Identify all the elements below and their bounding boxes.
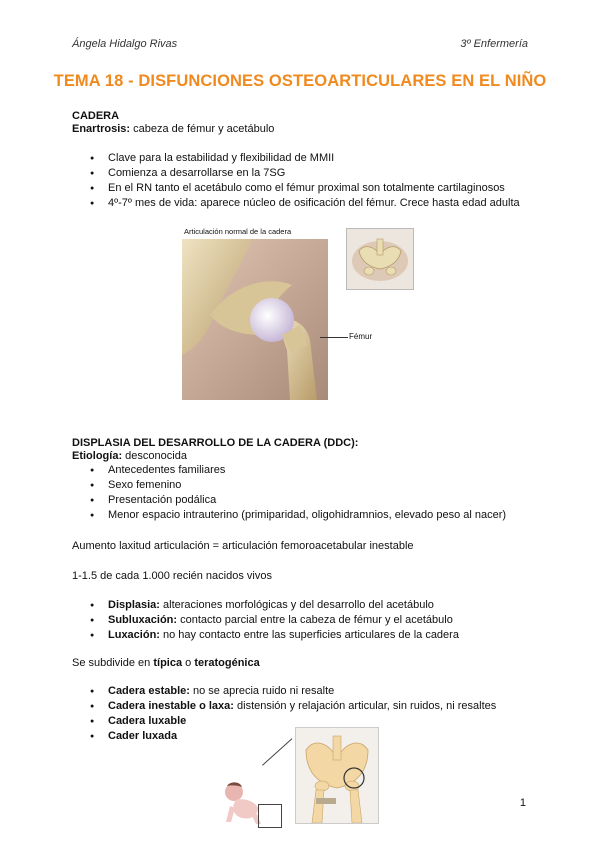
leader-line: [320, 337, 348, 338]
header-author: Ángela Hidalgo Rivas: [72, 38, 178, 50]
list-item: ● Antecedentes familiares: [90, 463, 506, 478]
pelvis-figure: [295, 727, 379, 824]
tipos-list: [90, 598, 459, 643]
clasif-text: distensión y relajación articular, sin ruidos, ni resaltes: [233, 700, 497, 712]
list-item: [90, 613, 459, 628]
list-item: ● 4º-7º mes de vida: aparece núcleo de osificación del fémur. Crece hasta edad adulta: [90, 196, 520, 211]
list-item: ● Sexo femenino: [90, 478, 506, 493]
clasif-label: Cadera inestable o laxa:: [108, 700, 234, 712]
subdivide-pre: Se subdivide en: [72, 657, 154, 669]
tipo-label: Luxación:: [108, 629, 160, 641]
clasificacion-list: [90, 684, 496, 744]
tipo-label: Subluxación:: [108, 614, 178, 626]
list-item: [90, 699, 496, 714]
list-item: ● Clave para la estabilidad y flexibilidad de MMII: [90, 151, 520, 166]
clasif-label: Cadera luxable: [108, 715, 187, 727]
cadera-bullet-list: [90, 151, 520, 211]
subdivide-mid: o: [182, 657, 195, 669]
list-item: ● Comienza a desarrollarse en la 7SG: [90, 166, 520, 181]
subdivide-teratogenica: teratogénica: [194, 657, 260, 669]
etiologia-label: Etiología:: [72, 450, 123, 462]
list-item: ● Menor espacio intrauterino (primiparidad, oligohidramnios, elevado peso al nacer): [90, 508, 506, 523]
clasif-label: Cadera estable:: [108, 685, 190, 697]
tipo-text: no hay contacto entre las superficies articulares de la cadera: [159, 629, 459, 641]
femur-label: Fémur: [349, 332, 373, 341]
hip-joint-illustration: [182, 225, 328, 400]
clasif-label: Cader luxada: [108, 730, 178, 742]
enartrosis-label: Enartrosis:: [72, 123, 131, 135]
laxitud-text: Aumento laxitud articulación = articulación femoroacetabular inestable: [72, 540, 414, 552]
tipo-text: alteraciones morfológicas y del desarrollo del acetábulo: [159, 599, 434, 611]
section-heading-ddc: DISPLASIA DEL DESARROLLO DE LA CADERA (DDC):: [72, 437, 359, 449]
list-item: [90, 714, 496, 729]
etiologia-text: desconocida: [122, 450, 187, 462]
figure-caption: Articulación normal de la cadera: [182, 225, 328, 239]
section-heading-cadera: CADERA: [72, 110, 120, 122]
list-item: [90, 598, 459, 613]
enartrosis-line: [72, 123, 274, 136]
baby-illustration: [222, 778, 262, 826]
list-item: [90, 684, 496, 699]
list-item: [90, 628, 459, 643]
baby-figure: [222, 778, 262, 826]
zoom-box: [258, 804, 282, 828]
clasif-text: no se aprecia ruido ni resalte: [189, 685, 335, 697]
subdivide-line: [72, 657, 260, 670]
page-title: TEMA 18 - DISFUNCIONES OSTEOARTICULARES EN EL NIÑO: [53, 72, 547, 90]
tipo-label: Displasia:: [108, 599, 160, 611]
subdivide-tipica: típica: [153, 657, 183, 669]
incidencia-text: 1-1.5 de cada 1.000 recién nacidos vivos: [72, 570, 272, 582]
header-course: 3º Enfermería: [460, 38, 528, 50]
etiologia-list: [90, 463, 506, 523]
list-item: ● En el RN tanto el acetábulo como el fémur proximal son totalmente cartilaginosos: [90, 181, 520, 196]
list-item: ● Presentación podálica: [90, 493, 506, 508]
etiologia-line: [72, 450, 187, 463]
pelvis-inset-illustration: [347, 229, 413, 289]
enartrosis-text: cabeza de fémur y acetábulo: [130, 123, 275, 135]
page-number: 1: [519, 797, 526, 809]
list-item: [90, 729, 496, 744]
tipo-text: contacto parcial entre la cabeza de fémur y el acetábulo: [177, 614, 453, 626]
pelvis-inset-figure: [346, 228, 414, 290]
hip-joint-figure: [182, 225, 328, 400]
pelvis-illustration: [296, 728, 378, 823]
